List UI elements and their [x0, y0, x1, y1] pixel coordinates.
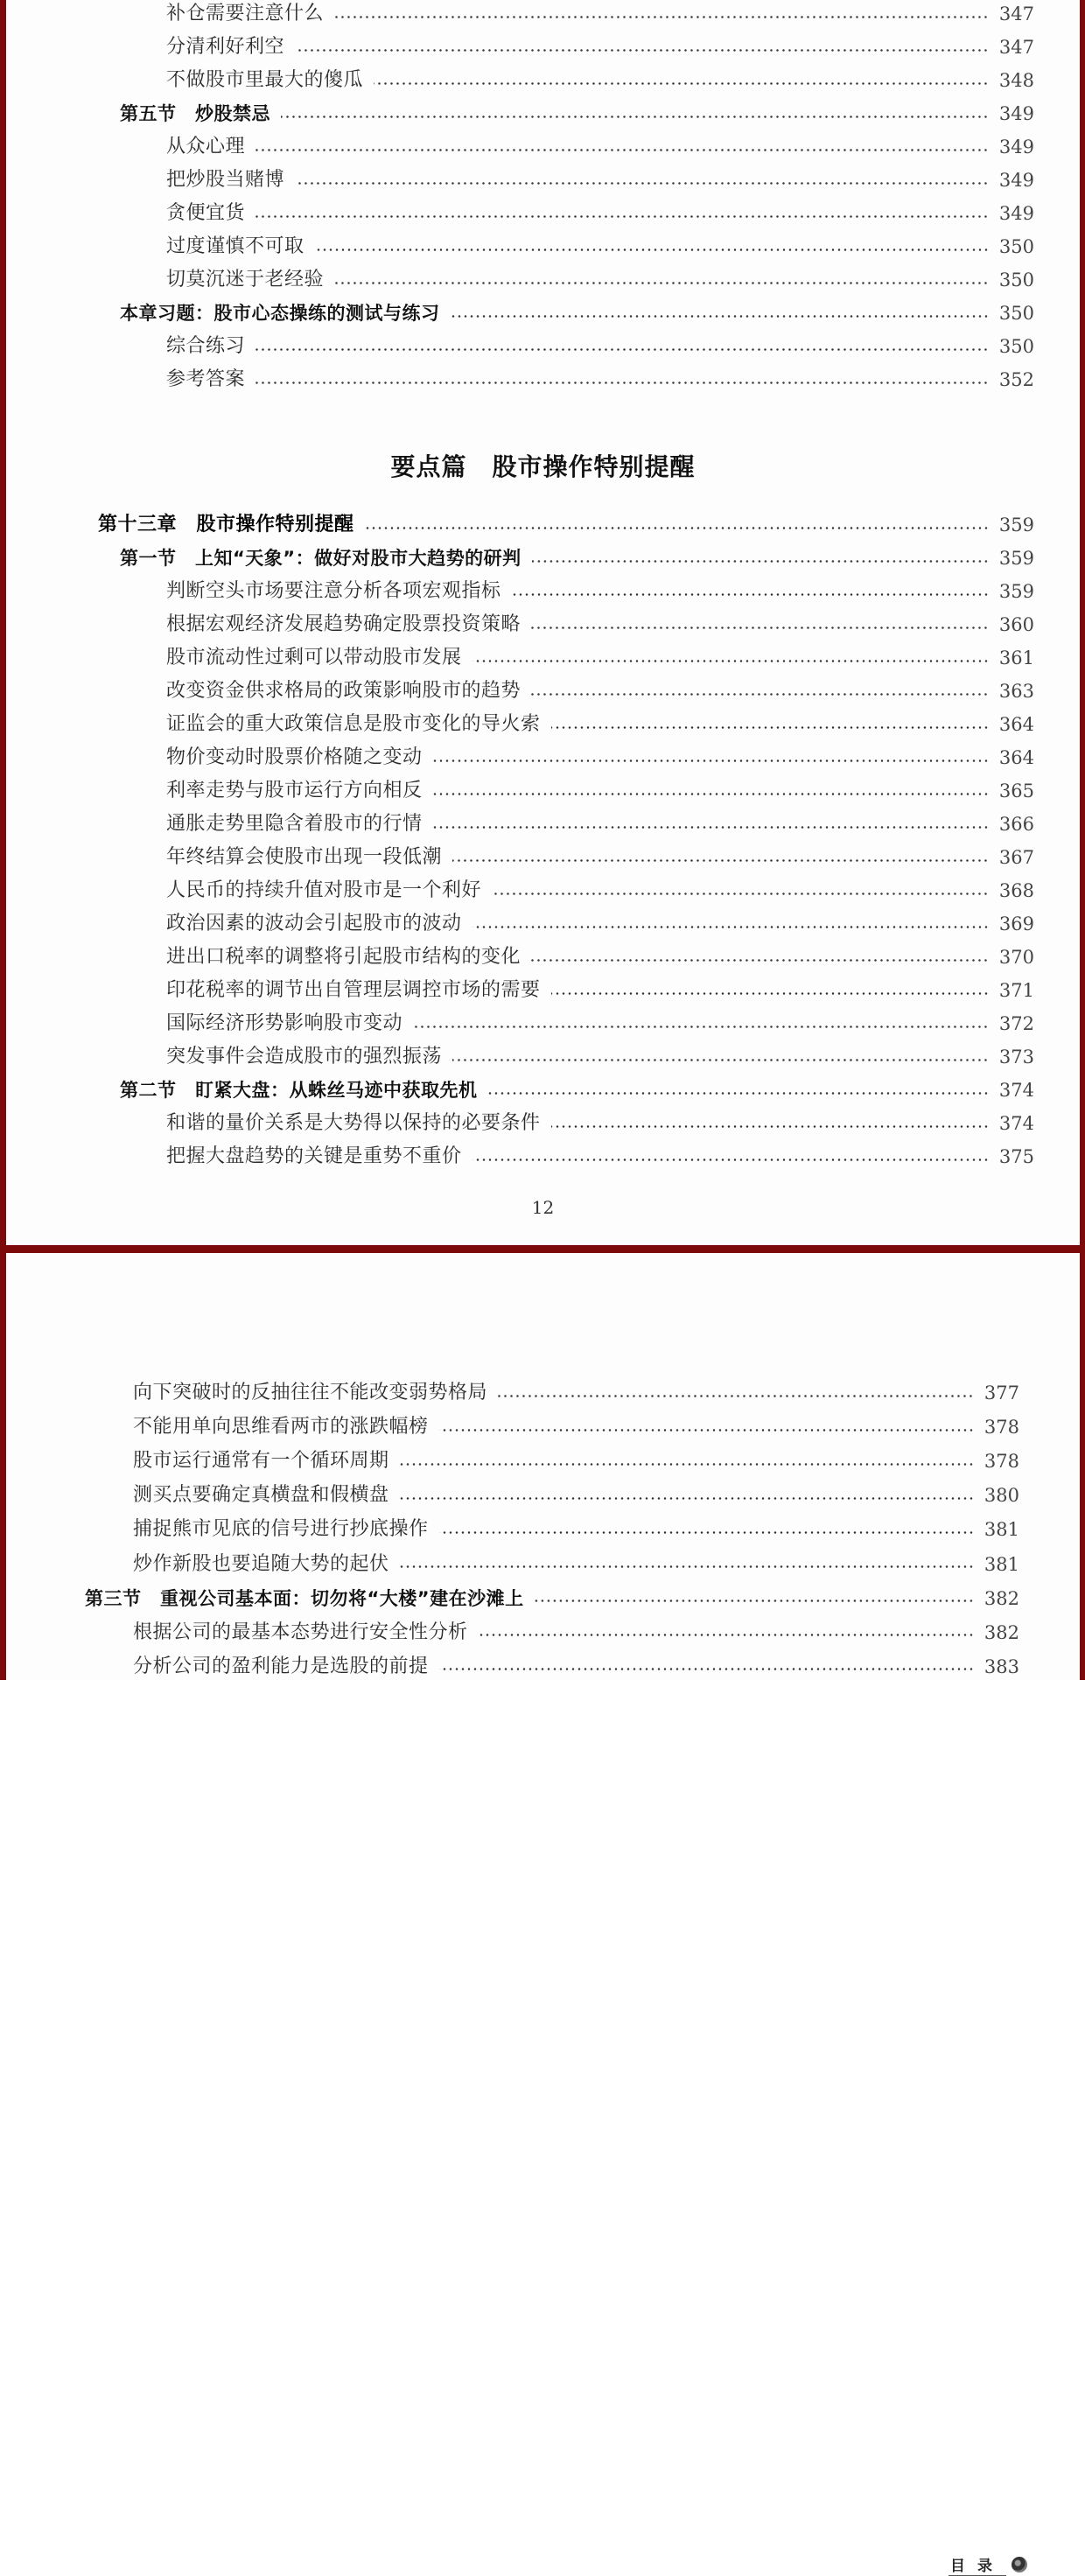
toc-entry-page: 360 [998, 614, 1034, 635]
toc-entry-page: 347 [998, 37, 1034, 58]
dot-leader [256, 348, 989, 351]
toc-entry-title: 印花税率的调节出自管理层调控市场的需要 [166, 979, 541, 1001]
seal-icon [1012, 2557, 1027, 2572]
dot-leader [551, 992, 989, 995]
toc-entry-title: 根据宏观经济发展趋势确定股票投资策略 [166, 613, 522, 635]
toc-entry-page: 350 [998, 236, 1034, 257]
toc-entry [120, 101, 1034, 127]
toc-entry-page: 364 [998, 747, 1034, 768]
toc-entry-title: 和谐的量价关系是大势得以保持的必要条件 [166, 1112, 541, 1134]
dot-leader [472, 1158, 989, 1161]
toc-entry-title: 参考答案 [166, 368, 246, 390]
toc-entry-title: 补仓需要注意什么 [166, 3, 325, 24]
dot-leader [472, 660, 989, 662]
toc-entry-title: 不能用单向思维看两市的涨跌幅榜 [133, 1416, 429, 1438]
toc-entry-title: 综合练习 [166, 335, 246, 357]
toc-entry-title: 第三节 重视公司基本面：切勿将“大楼”建在沙滩上 [85, 1587, 524, 1609]
dot-leader [295, 49, 989, 52]
toc-entry-page: 370 [998, 947, 1034, 968]
toc-entry-page: 349 [998, 136, 1034, 158]
toc-entry [166, 778, 1034, 804]
toc-page-12 [6, 0, 1080, 1245]
toc-entry [166, 34, 1034, 60]
toc-entry-page: 365 [998, 780, 1034, 802]
toc-entry [166, 134, 1034, 160]
toc-entry-title: 测买点要确定真横盘和假横盘 [133, 1484, 389, 1507]
toc-entry [166, 1, 1034, 27]
dot-leader [488, 1092, 990, 1095]
toc-entry-title: 从众心理 [166, 136, 246, 158]
toc-entry-title: 切莫沉迷于老经验 [166, 269, 325, 290]
toc-entry-title: 贪便宜货 [166, 202, 246, 224]
dot-leader [439, 1668, 974, 1670]
toc-entry-page: 347 [998, 4, 1034, 24]
toc-entry-page: 363 [998, 681, 1034, 702]
toc-entry [166, 811, 1034, 837]
running-header [948, 2553, 1027, 2576]
dot-leader [334, 16, 989, 18]
dot-leader [551, 1125, 989, 1128]
dot-leader [334, 282, 989, 284]
toc-entry-title: 本章习题：股市心态操练的测试与练习 [120, 303, 440, 324]
dot-leader [256, 382, 989, 384]
toc-entry [133, 1551, 1019, 1578]
running-header-text: 目录 [948, 2553, 1006, 2576]
toc-entry-title: 利率走势与股市运行方向相反 [166, 780, 423, 802]
toc-entry-title: 第五节 炒股禁忌 [120, 103, 270, 124]
toc-entry [85, 1586, 1019, 1612]
toc-entry [166, 1044, 1034, 1070]
toc-entry [166, 1110, 1034, 1137]
toc-entry-title: 通胀走势里隐含着股市的行情 [166, 813, 423, 835]
toc-entry-page: 381 [984, 1553, 1019, 1575]
dot-leader [452, 1059, 989, 1061]
toc-entry-page: 369 [998, 914, 1034, 934]
toc-entry [166, 745, 1034, 771]
toc-entry-title: 分清利好利空 [166, 36, 285, 58]
dot-leader [451, 315, 990, 318]
dot-leader [532, 560, 989, 563]
toc-entry-page: 352 [998, 369, 1034, 390]
toc-entry [133, 1620, 1019, 1646]
toc-entry-title: 把握大盘趋势的关键是重势不重价 [166, 1145, 462, 1167]
toc-entry-title: 人民币的持续升值对股市是一个利好 [166, 879, 482, 901]
toc-entry-page: 361 [998, 648, 1034, 668]
toc-entry [166, 67, 1034, 94]
toc-entry-title: 改变资金供求格局的政策影响股市的趋势 [166, 680, 522, 702]
toc-entry [120, 545, 1034, 571]
toc-entry-page: 372 [998, 1013, 1034, 1034]
toc-entry-page: 380 [984, 1485, 1019, 1507]
toc-entry-page: 364 [998, 714, 1034, 735]
dot-leader [498, 1395, 974, 1397]
toc-entry-title: 不做股市里最大的傻瓜 [166, 69, 364, 91]
page-frame-right [1080, 0, 1085, 1680]
toc-entry-title: 过度谨慎不可取 [166, 235, 304, 257]
page-number: 12 [531, 1197, 555, 1218]
toc-entry-title: 第十三章 股市操作特别提醒 [98, 514, 354, 536]
toc-entry-page: 373 [998, 1046, 1034, 1068]
dot-leader [531, 693, 989, 696]
toc-entry-page: 367 [998, 847, 1034, 868]
dot-leader [433, 826, 989, 829]
dot-leader [374, 82, 989, 85]
toc-entry-page: 371 [998, 980, 1034, 1001]
dot-leader [479, 1634, 974, 1636]
toc-entry-page: 378 [984, 1451, 1019, 1473]
dot-leader [439, 1429, 974, 1432]
toc-entry-page: 374 [998, 1113, 1034, 1134]
toc-entry-page: 350 [998, 336, 1034, 357]
toc-entry [166, 678, 1034, 704]
dot-leader [365, 527, 989, 529]
dot-leader [452, 859, 989, 862]
toc-entry-page: 349 [998, 103, 1034, 124]
toc-entry [133, 1380, 1019, 1406]
toc-entry-page: 368 [998, 880, 1034, 901]
toc-entry-page: 359 [998, 514, 1034, 536]
dot-leader [433, 760, 989, 762]
toc-entry-page: 359 [998, 581, 1034, 602]
toc-entry [166, 200, 1034, 227]
toc-entry-title: 根据公司的最基本态势进行安全性分析 [133, 1620, 468, 1643]
page-frame-left [0, 0, 6, 1680]
toc-entry-title: 把炒股当赌博 [166, 169, 285, 191]
dot-leader [492, 892, 989, 895]
toc-entry [166, 578, 1034, 605]
toc-entry-title: 股市流动性过剩可以带动股市发展 [166, 647, 462, 668]
toc-entry [166, 645, 1034, 671]
dot-leader [472, 926, 989, 928]
toc-entry-page: 377 [984, 1382, 1019, 1404]
dot-leader [400, 1463, 974, 1466]
toc-entry-title: 进出口税率的调整将引起股市结构的变化 [166, 946, 522, 968]
toc-entry-page: 359 [998, 548, 1034, 569]
toc-entry-title: 向下突破时的反抽往往不能改变弱势格局 [133, 1382, 488, 1404]
toc-entry-page: 383 [984, 1656, 1019, 1677]
dot-leader [400, 1497, 974, 1500]
toc-entry-title: 政治因素的波动会引起股市的波动 [166, 913, 462, 934]
toc-entry-page: 350 [998, 270, 1034, 290]
toc-entry-page: 375 [998, 1146, 1034, 1167]
toc-entry-title: 证监会的重大政策信息是股市变化的导火索 [166, 713, 541, 735]
toc-entry [166, 234, 1034, 260]
toc-entry [133, 1448, 1019, 1474]
toc-entry [120, 300, 1034, 326]
dot-leader [551, 726, 989, 729]
toc-entry [166, 367, 1034, 393]
toc-entry [166, 911, 1034, 937]
toc-entry-page: 350 [998, 303, 1034, 324]
toc-entry-page: 349 [998, 170, 1034, 191]
dot-leader [400, 1565, 974, 1568]
toc-entry-title: 物价变动时股票价格随之变动 [166, 746, 423, 768]
dot-leader [531, 959, 989, 962]
toc-entry-page: 349 [998, 203, 1034, 224]
toc-entry [133, 1482, 1019, 1508]
toc-entry [166, 612, 1034, 638]
toc-entry-page: 348 [998, 70, 1034, 91]
toc-entry [133, 1516, 1019, 1543]
toc-entry-title: 判断空头市场要注意分析各项宏观指标 [166, 580, 501, 602]
part-title: 要点篇 股市操作特别提醒 [390, 452, 696, 481]
toc-entry [166, 844, 1034, 871]
toc-entry-title: 年终结算会使股市出现一段低潮 [166, 846, 443, 868]
dot-leader [535, 1600, 974, 1602]
toc-entry-title: 突发事件会造成股市的强烈振荡 [166, 1046, 443, 1068]
toc-entry-title: 第一节 上知“天象”：做好对股市大趋势的研判 [120, 548, 522, 569]
toc-entry [166, 333, 1034, 360]
toc-entry-title: 炒作新股也要追随大势的起伏 [133, 1552, 389, 1575]
dot-leader [295, 182, 989, 185]
dot-leader [256, 215, 989, 218]
toc-entry [166, 1144, 1034, 1170]
toc-entry-title: 股市运行通常有一个循环周期 [133, 1450, 389, 1473]
toc-entry [98, 512, 1034, 538]
toc-entry-title: 第二节 盯紧大盘：从蛛丝马迹中获取先机 [120, 1080, 478, 1101]
toc-entry [133, 1414, 1019, 1440]
toc-entry [166, 167, 1034, 193]
dot-leader [439, 1531, 974, 1534]
dot-leader [281, 116, 989, 118]
dot-leader [433, 793, 989, 795]
toc-entry-page: 382 [984, 1587, 1019, 1609]
toc-entry [166, 944, 1034, 970]
dot-leader [512, 593, 989, 596]
toc-entry-title: 捕捉熊市见底的信号进行抄底操作 [133, 1518, 429, 1541]
toc-entry [166, 977, 1034, 1004]
dot-leader [256, 149, 989, 151]
page-separator [0, 1245, 1085, 1253]
toc-entry-page: 374 [998, 1080, 1034, 1101]
toc-entry [166, 1011, 1034, 1037]
toc-entry [166, 878, 1034, 904]
toc-entry-page: 381 [984, 1519, 1019, 1541]
toc-entry-page: 366 [998, 814, 1034, 835]
toc-entry-page: 382 [984, 1621, 1019, 1643]
toc-entry [133, 1654, 1019, 1680]
toc-entry [166, 267, 1034, 293]
dot-leader [413, 1026, 989, 1028]
toc-entry [120, 1077, 1034, 1103]
dot-leader [531, 626, 989, 629]
toc-entry-title: 国际经济形势影响股市变动 [166, 1012, 403, 1034]
dot-leader [315, 248, 989, 251]
toc-entry-title: 分析公司的盈利能力是选股的前提 [133, 1655, 429, 1677]
toc-page-13 [6, 1253, 1080, 2575]
toc-entry [166, 711, 1034, 738]
toc-entry-page: 378 [984, 1417, 1019, 1438]
